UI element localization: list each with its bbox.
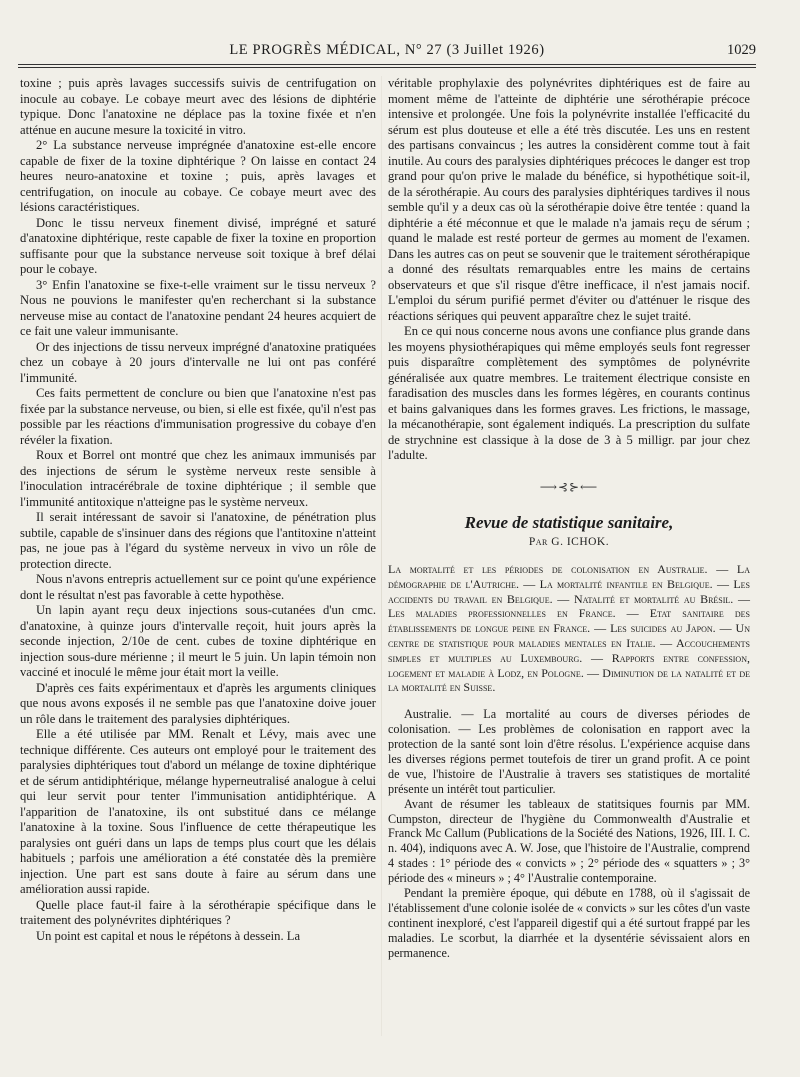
paragraph: Roux et Borrel ont montré que chez les animaux immunisés par des injections de sérum le système nerveux reste sensible à l'inoculation intracérébrale de toxine diphtérique ; il semble que l'immunité antitoxique n'atteigne pas le système nerveux. — [20, 448, 376, 509]
paragraph: Elle a été utilisée par MM. Renalt et Lévy, mais avec une technique différente. Ces auteurs ont employé pour le traitement des paralysies diphtériques tout d'abord un mélange de toxine diphtérique et de sérum antidiphtérique, mélange hyperneutralisé analogue à celui qui leur servit pour tenter l'immunisation antidiphtérique. A l'apparition de l'anatoxine, ils ont substitué dans ce mélange l'anatoxine à la toxine. Sous l'influence de cette thérapeutique les paralysies ont guéri dans un laps de temps plus court que les délais habituels ; parfois une amélioration a été constatée dès la première injection. Une part est sans doute à faire au sérum dans une amélioration aussi rapide. — [20, 727, 376, 896]
paragraph: Pendant la première époque, qui débute en 1788, où il s'agissait de l'établissement d'une colonie isolée de « convicts » sur les côtes d'un vaste continent inexploré, c'est l'appareil digestif qui a été surtout frappé par les maladies. Le scorbut, la diarrhée et la dysentérie sévissaient alors en permanence. — [388, 886, 750, 960]
page-number: 1029 — [727, 42, 756, 58]
section-title: Revue de statistique sanitaire, — [464, 513, 674, 532]
paragraph: Or des injections de tissu nerveux imprégné d'anatoxine pratiquées chez un cobaye à 20 jours d'intervalle ne lui ont pas conféré l'immunité. — [20, 339, 376, 385]
page-header — [18, 42, 756, 64]
paragraph: D'après ces faits expérimentaux et d'après les arguments cliniques que nous avons exposés il ne semble pas que l'anatoxine doive jouer un rôle dans le traitement des paralysies diphtériques. — [20, 680, 376, 726]
paragraph: En ce qui nous concerne nous avons une confiance plus grande dans les moyens physiothérapiques qui même employés seuls font regresser puis disparaître complètement des symptômes de polynévrite généralisée aux quatre membres. Le traitement électrique consiste en faradisation des muscles dans les formes légères, en courants continus et bains galvaniques dans les formes graves. Les frictions, le massage, la mécanothérapie, sont également indiqués. La prescription du sulfate de strychnine est classique à la dose de 3 à 5 milligr. par jour chez l'adulte. — [388, 324, 750, 462]
paragraph: Donc le tissu nerveux finement divisé, imprégné et saturé d'anatoxine diphtérique, reste capable de fixer la toxine en proportion suffisante pour que la substance nerveuse soit toxique à bref délai pour le cobaye. — [20, 215, 376, 276]
header-rule-bottom — [18, 67, 756, 68]
column-gutter — [381, 76, 382, 1036]
paragraph: Ces faits permettent de conclure ou bien que l'anatoxine n'est pas fixée par la substance nerveuse, ou bien, si elle est fixée, qu'il n'est pas possible par les réactions d'immunisation progressive du cobaye d'en révéler la fixation. — [20, 386, 376, 447]
paragraph: Quelle place faut-il faire à la sérothérapie spécifique dans le traitement des polynévrites diphtériques ? — [20, 897, 376, 927]
paragraph: Nous n'avons entrepris actuellement sur ce point qu'une expérience dont le résultat n'est pas favorable à cette hypothèse. — [20, 572, 376, 602]
paragraph: Il serait intéressant de savoir si l'anatoxine, de pénétration plus subtile, capable de s'insinuer dans des régions que l'antitoxine n'atteint pas, ne joue pas à l'égard du système nerveux in vivo un rôle de protection directe. — [20, 510, 376, 571]
paragraph: 2° La substance nerveuse imprégnée d'anatoxine est-elle encore capable de fixer de la toxine diphtérique ? On laisse en contact 24 heures neuro-anatoxine et toxine ; puis, après lavages et centrifugation, on inocule au cobaye. Ce cobaye meurt avec des lésions caractéristiques. — [20, 138, 376, 214]
left-column — [20, 76, 376, 944]
ornament-divider: ⟶⊰⊱⟵ — [539, 479, 599, 494]
section-summary: La mortalité et les périodes de colonisation en Australie. — La démographie de l'Autriche. — La mortalité infantile en Belgique. — Les accidents du travail en Belgique. — Natalité et mortalité au Brésil. — Les maladies professionnelles en France. — Etat sanitaire des établissements de longue peine en France. — Les suicides au Japon. — Un centre de statistique pour maladies mentales en Italie. — Accouchements simples et multiples au Luxembourg. — Rapports entre confession, logement et maladie à Lodz, en Pologne. — Diminution de la natalité et de la mortalité en Suisse. — [388, 562, 750, 695]
author-byline: Par G. ICHOK. — [528, 535, 610, 548]
paragraph: Un point est capital et nous le répétons à dessein. La — [36, 928, 301, 943]
paragraph: Avant de résumer les tableaux de statitsiques fournis par MM. Cumpston, directeur de l'hygiène du Commonwealth d'Australie et Franck Mc Callum (Publications de la Société des Nations, 1926, III. I. C. n. 404), indiquons avec A. W. Jose, que l'histoire de l'Australie, comprend 4 stades : 1° période des « convicts » ; 2° période des « squatters » ; 3° période des « mineurs » ; 4° l'Australie contemporaine. — [388, 796, 750, 886]
paragraph: Un lapin ayant reçu deux injections sous-cutanées d'un cmc. d'anatoxine, à quinze jours d'intervalle reçoit, huit jours après la seconde injection, 2/10e de cent. cubes de toxine diphtérique en injection sous-dure mérienne ; il meurt le 5 juin. Un lapin témoin non vacciné et inoculé le même jour était mort la veille. — [20, 603, 376, 679]
paragraph: toxine ; puis après lavages successifs suivis de centrifugation on inocule au cobaye. Le cobaye meurt avec des lésions de diphtérie typique. Donc l'anatoxine ne déplace pas la toxine fixée et n'en atténue en aucune mesure la toxicité in vitro. — [20, 76, 376, 137]
paragraph: véritable prophylaxie des polynévrites diphtériques est de faire au moment même de l'atteinte de diphtérie une sérothérapie précoce intensive et prolongée. Une fois la polynévrite installée l'efficacité du sérum est plus douteuse et elle a été très discutée. Les uns en restent des partisans convaincus ; les autres la considèrent comme tout à fait inutile. Au cours des paralysies diphtériques précoces le danger est trop grand pour qu'on prive le malade du bénéfice, si hypothétique soit-il, de la sérothérapie. Au cours des paralysies diphtériques tardives il nous semble qu'il y a deux cas où la sérothérapie doive être tentée : quand la diphtérie a été méconnue et que le malade n'a jamais reçu de sérum ; quand le malade est resté porteur de germes au moment de l'examen. Dans les autres cas on peut se souvenir que le traitement sérothérapique a donné des résultats remarquables entre les mains de certains observateurs et que s'il risque d'être inefficace, il n'est jamais nocif. L'emploi du sérum purifié permet d'éviter ou d'atténuer le risque des réactions sériques qui peuvent apparaître chez le sujet traité. — [388, 76, 750, 323]
header-rule-top — [18, 64, 756, 65]
paragraph: 3° Enfin l'anatoxine se fixe-t-elle vraiment sur le tissu nerveux ? Nous ne pouvions le manifester qu'en recherchant si la substance nerveuse mise au contact de l'anatoxine pendant 24 heures acquiert de ce fait une valeur immunisante. — [20, 277, 376, 338]
running-title: LE PROGRÈS MÉDICAL, N° 27 (3 Juillet 1926) — [229, 42, 545, 58]
right-column — [388, 76, 750, 961]
paragraph: Australie. — La mortalité au cours de diverses périodes de colonisation. — Les problèmes de colonisation en rapport avec la protection de la santé sont loin d'être résolus. L'expérience acquise dans les diverses régions permet toutefois de tirer un grand profit. A ce point de vue, l'histoire de l'Australie à travers ses statistiques de mortalité présente un intérêt tout particulier. — [388, 707, 750, 796]
